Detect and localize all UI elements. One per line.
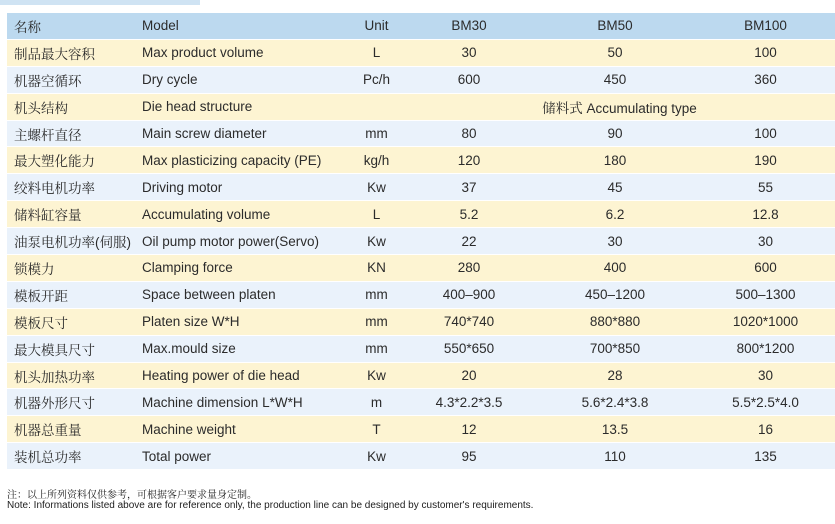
- param-name-cn: 机器总重量: [7, 416, 142, 443]
- param-name-cn: 机器空循环: [7, 67, 142, 94]
- param-name-en: Clamping force: [142, 255, 350, 282]
- table-row: [7, 282, 835, 309]
- param-name-en: Max.mould size: [142, 336, 350, 363]
- param-value-bm50: 450–1200: [535, 282, 695, 309]
- param-name-cn: 装机总功率: [7, 443, 142, 470]
- param-value-bm100: 100: [695, 40, 835, 67]
- param-name-cn: 主螺杆直径: [7, 121, 142, 148]
- header-cn: 名称: [7, 13, 142, 40]
- table-row: [7, 121, 835, 148]
- param-value-bm30: 37: [403, 174, 535, 201]
- param-value-bm100: 12.8: [695, 201, 835, 228]
- header-en: Model: [142, 13, 350, 40]
- param-value-bm50: 90: [535, 121, 695, 148]
- param-unit: m: [350, 389, 403, 416]
- param-value-bm50: 28: [535, 363, 695, 390]
- param-name-cn: 机器外形尺寸: [7, 389, 142, 416]
- param-value-bm50: 50: [535, 40, 695, 67]
- table-row: [7, 416, 835, 443]
- param-name-cn: 机头结构: [7, 94, 142, 121]
- param-value-bm30: 550*650: [403, 336, 535, 363]
- param-unit: Kw: [350, 443, 403, 470]
- header-row: [7, 13, 835, 40]
- param-value-bm100: 100: [695, 121, 835, 148]
- table-row: [7, 363, 835, 390]
- param-value-bm100: 55: [695, 174, 835, 201]
- table-row: [7, 94, 835, 121]
- param-value-bm50: 45: [535, 174, 695, 201]
- param-name-en: Max product volume: [142, 40, 350, 67]
- param-value-bm30: 400–900: [403, 282, 535, 309]
- param-value-bm50: 5.6*2.4*3.8: [535, 389, 695, 416]
- param-unit: mm: [350, 336, 403, 363]
- table-row: [7, 147, 835, 174]
- table-row: [7, 174, 835, 201]
- param-name-cn: 储料缸容量: [7, 201, 142, 228]
- note-en: Note: Informations listed above are for reference only, the production line can be designed by customer's requirements.: [7, 500, 534, 511]
- param-name-cn: 模板开距: [7, 282, 142, 309]
- param-name-en: Oil pump motor power(Servo): [142, 228, 350, 255]
- param-name-cn: 制品最大容积: [7, 40, 142, 67]
- param-name-en: Accumulating volume: [142, 201, 350, 228]
- param-unit: mm: [350, 282, 403, 309]
- param-name-en: Total power: [142, 443, 350, 470]
- table-row: [7, 309, 835, 336]
- param-value-bm50: 880*880: [535, 309, 695, 336]
- table-row: [7, 40, 835, 67]
- param-value-bm50: 400: [535, 255, 695, 282]
- param-name-en: Machine dimension L*W*H: [142, 389, 350, 416]
- spec-table: [7, 13, 835, 470]
- param-name-cn: 最大模具尺寸: [7, 336, 142, 363]
- param-value-bm50: 6.2: [535, 201, 695, 228]
- param-value-bm30: 80: [403, 121, 535, 148]
- table-row: [7, 389, 835, 416]
- param-name-cn: 油泵电机功率(伺服): [7, 228, 142, 255]
- table-row: [7, 201, 835, 228]
- param-name-cn: 机头加热功率: [7, 363, 142, 390]
- param-unit: KN: [350, 255, 403, 282]
- param-unit: L: [350, 201, 403, 228]
- table-row: [7, 443, 835, 470]
- table-row: [7, 228, 835, 255]
- table-row: [7, 67, 835, 94]
- param-value-bm100: 190: [695, 147, 835, 174]
- header-model-bm50: BM50: [535, 13, 695, 40]
- param-value-bm30: 740*740: [403, 309, 535, 336]
- param-unit: Kw: [350, 174, 403, 201]
- param-value-bm50: 700*850: [535, 336, 695, 363]
- param-name-en: Dry cycle: [142, 67, 350, 94]
- param-value-bm30: 280: [403, 255, 535, 282]
- param-value-bm30: 4.3*2.2*3.5: [403, 389, 535, 416]
- param-name-cn: 最大塑化能力: [7, 147, 142, 174]
- table-row: [7, 336, 835, 363]
- param-unit: Kw: [350, 228, 403, 255]
- table-row: [7, 255, 835, 282]
- param-name-en: Machine weight: [142, 416, 350, 443]
- param-name-cn: 锁模力: [7, 255, 142, 282]
- param-name-en: Space between platen: [142, 282, 350, 309]
- param-name-en: Main screw diameter: [142, 121, 350, 148]
- param-value-bm30: 30: [403, 40, 535, 67]
- param-value-bm30: 600: [403, 67, 535, 94]
- param-unit: T: [350, 416, 403, 443]
- param-value-bm100: 360: [695, 67, 835, 94]
- header-unit: Unit: [350, 13, 403, 40]
- param-value-bm100: 5.5*2.5*4.0: [695, 389, 835, 416]
- param-value-bm30: 22: [403, 228, 535, 255]
- param-value-bm100: 1020*1000: [695, 309, 835, 336]
- param-value-merged: 储料式 Accumulating type: [403, 94, 835, 121]
- param-unit: mm: [350, 121, 403, 148]
- param-value-bm30: 95: [403, 443, 535, 470]
- param-unit: L: [350, 40, 403, 67]
- param-name-en: Max plasticizing capacity (PE): [142, 147, 350, 174]
- param-value-bm100: 500–1300: [695, 282, 835, 309]
- top-accent-bar: [0, 0, 200, 5]
- param-value-bm100: 16: [695, 416, 835, 443]
- note-cn: 注：以上所列资料仅供参考，可根据客户要求量身定制。: [7, 490, 257, 501]
- param-value-bm30: 20: [403, 363, 535, 390]
- param-value-bm50: 180: [535, 147, 695, 174]
- param-name-cn: 绞料电机功率: [7, 174, 142, 201]
- param-value-bm30: 12: [403, 416, 535, 443]
- param-value-bm30: 5.2: [403, 201, 535, 228]
- param-unit: mm: [350, 309, 403, 336]
- param-value-bm100: 30: [695, 363, 835, 390]
- param-unit: kg/h: [350, 147, 403, 174]
- param-unit: Kw: [350, 363, 403, 390]
- param-value-bm50: 13.5: [535, 416, 695, 443]
- header-model-bm30: BM30: [403, 13, 535, 40]
- param-name-cn: 模板尺寸: [7, 309, 142, 336]
- param-value-bm30: 120: [403, 147, 535, 174]
- param-name-en: Platen size W*H: [142, 309, 350, 336]
- header-model-bm100: BM100: [695, 13, 835, 40]
- param-value-bm50: 450: [535, 67, 695, 94]
- param-value-bm100: 600: [695, 255, 835, 282]
- param-value-bm100: 30: [695, 228, 835, 255]
- param-unit: [350, 94, 403, 121]
- param-value-bm50: 30: [535, 228, 695, 255]
- param-name-en: Heating power of die head: [142, 363, 350, 390]
- param-value-bm50: 110: [535, 443, 695, 470]
- param-name-en: Die head structure: [142, 94, 350, 121]
- param-unit: Pc/h: [350, 67, 403, 94]
- param-value-bm100: 135: [695, 443, 835, 470]
- param-name-en: Driving motor: [142, 174, 350, 201]
- param-value-bm100: 800*1200: [695, 336, 835, 363]
